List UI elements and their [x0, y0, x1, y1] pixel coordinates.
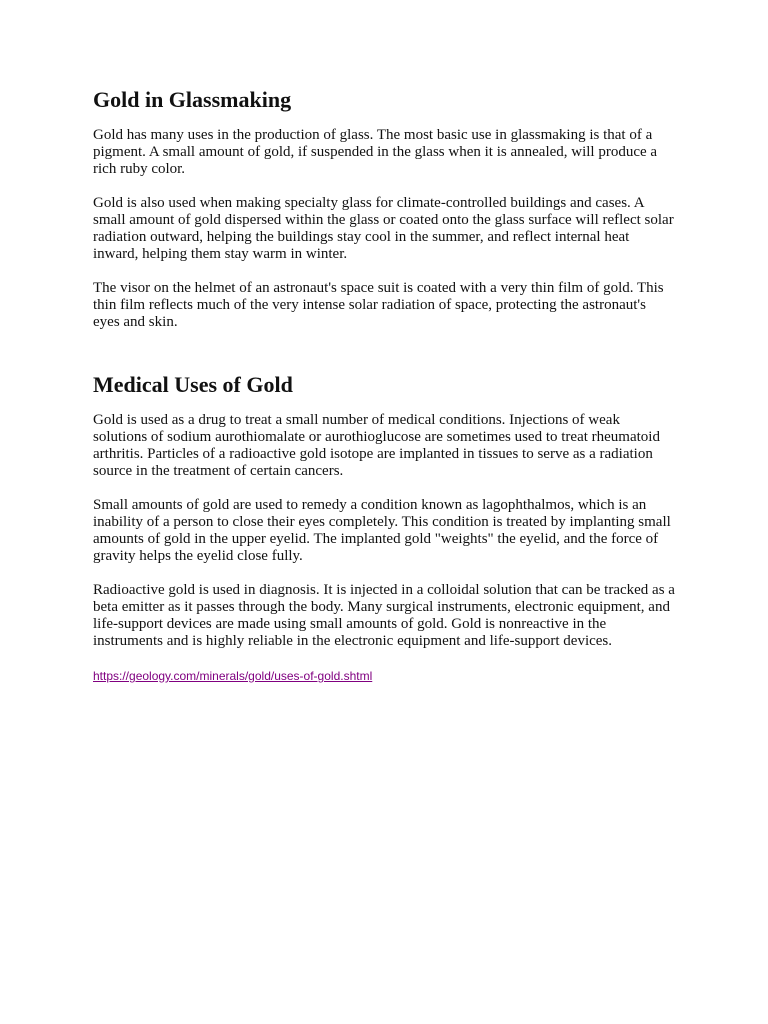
paragraph: Gold is used as a drug to treat a small number of medical conditions. Injections of weak solutions of sodium aurothiomalate or aurothioglucose are sometimes used to treat rheumatoid arthritis. Particles of a radioactive gold isotope are implanted in tissues to serve as a radiation source in the treatment of certain cancers. — [93, 412, 660, 479]
paragraph: Radioactive gold is used in diagnosis. It is injected in a colloidal solution that can be tracked as a beta emitter as it passes through the body. Many surgical instruments, electronic equipment, and life-support devices are made using small amounts of gold. Gold is nonreactive in the instruments and is highly reliable in the electronic equipment and life-support devices. — [93, 582, 675, 649]
paragraph: Gold is also used when making specialty glass for climate-controlled buildings and cases. A small amount of gold dispersed within the glass or coated onto the glass surface will reflect solar radiation outward, helping the buildings stay cool in the summer, and reflect internal heat inward, helping them stay warm in winter. — [93, 195, 674, 262]
source-link[interactable]: https://geology.com/minerals/gold/uses-of-gold.shtml — [93, 669, 373, 683]
section-gold-in-glassmaking — [93, 86, 675, 331]
paragraph: Gold has many uses in the production of glass. The most basic use in glassmaking is that of a pigment. A small amount of gold, if suspended in the glass when it is annealed, will produce a rich ruby color. — [93, 127, 658, 177]
section-heading: Medical Uses of Gold — [93, 372, 293, 397]
paragraph: The visor on the helmet of an astronaut's space suit is coated with a very thin film of gold. This thin film reflects much of the very intense solar radiation of space, protecting the astronaut's eyes and skin. — [93, 280, 664, 330]
section-medical-uses-of-gold — [93, 371, 675, 650]
section-heading: Gold in Glassmaking — [93, 87, 292, 112]
paragraph: Small amounts of gold are used to remedy a condition known as lagophthalmos, which is an inability of a person to close their eyes completely. This condition is treated by implanting small amounts of gold in the upper eyelid. The implanted gold "weights" the eyelid, and the force of gravity helps the eyelid close fully. — [93, 497, 671, 564]
document-page — [93, 86, 675, 685]
